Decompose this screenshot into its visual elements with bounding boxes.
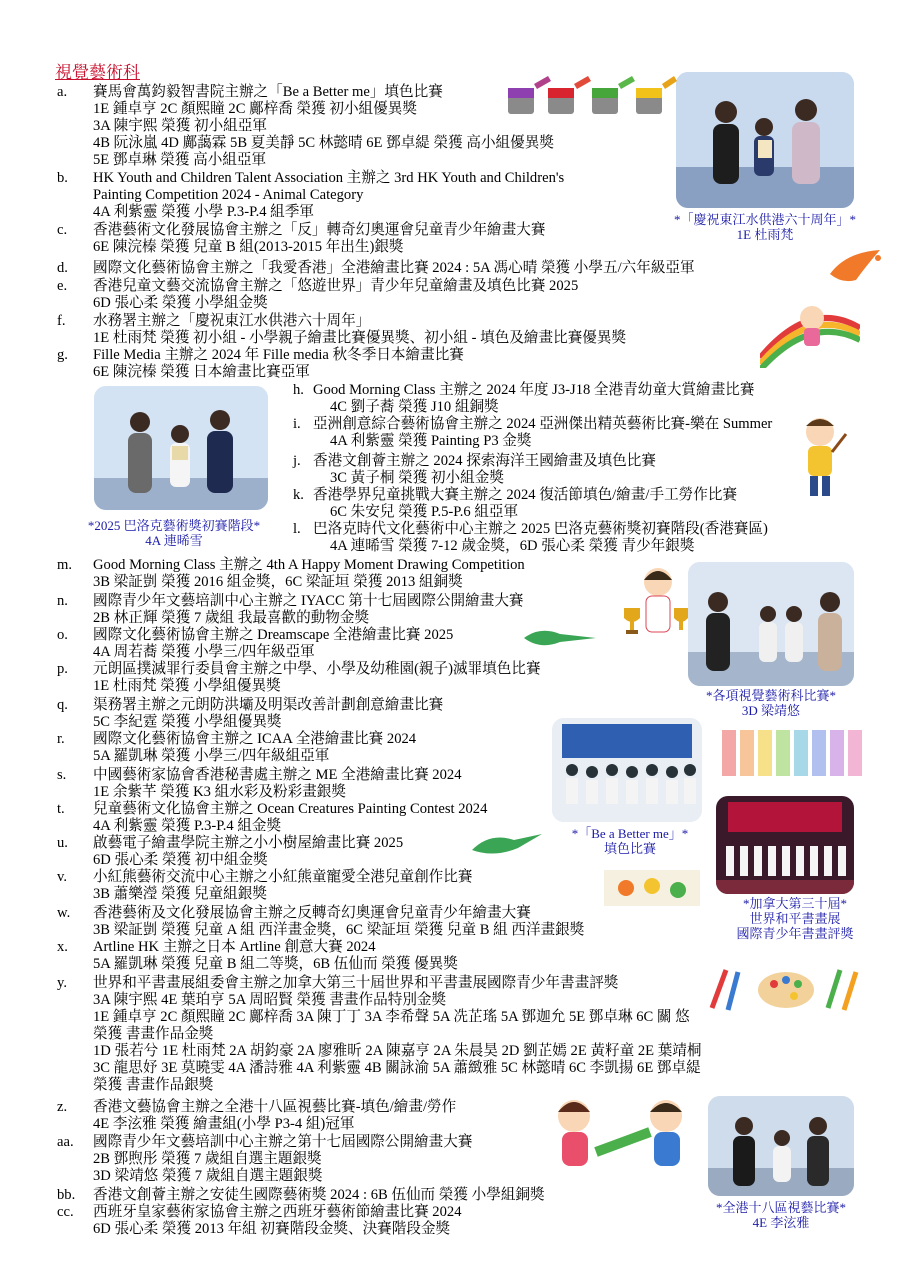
item-label: o.: [57, 627, 68, 643]
item-label: bb.: [57, 1187, 76, 1203]
photo-visual-arts-image: [688, 562, 854, 686]
award-detail: 1E 余紫芊 榮獲 K3 組水彩及粉彩畫銀獎: [93, 784, 346, 800]
photo-world-peace: [716, 796, 854, 894]
palette-brushes-icon: [708, 964, 860, 1014]
award-detail: 榮獲 書畫作品銀獎: [93, 1077, 214, 1093]
paint-handprints-icon: [604, 870, 700, 906]
item-label: e.: [57, 278, 68, 294]
award-title: 香港文創薈主辦之安徒生國際藝術獎 2024 : 6B 伍仙而 榮獲 小學組銅獎: [93, 1187, 545, 1203]
award-detail: 6D 張心柔 榮獲 2013 年組 初賽階段金獎、決賽階段金獎: [93, 1221, 451, 1237]
item-label: r.: [57, 731, 65, 747]
award-title: 元朗區撲滅罪行委員會主辦之中學、小學及幼稚園(親子)滅罪填色比賽: [93, 661, 541, 677]
award-title: 渠務署主辦之元朗防洪壩及明渠改善計劃創意繪畫比賽: [93, 697, 444, 713]
girl-with-trophy-icon: [620, 560, 690, 652]
award-title: 香港文創薈主辦之 2024 探索海洋王國繪畫及填色比賽: [313, 453, 656, 469]
award-title: 國際青少年文藝培訓中心主辦之第十七屆國際公開繪畫大賽: [93, 1134, 473, 1150]
caption-18-districts: [696, 1200, 866, 1230]
item-label: t.: [57, 801, 65, 817]
award-title: 香港藝術及文化發展協會主辦之反轉奇幻奧運會兒童青少年繪畫大賽: [93, 905, 531, 921]
item-label: s.: [57, 767, 67, 783]
caption-line: *全港十八區視藝比賽*: [715, 1200, 846, 1215]
caption-line: *「慶祝東江水供港六十周年」*: [673, 212, 856, 227]
photo-baroque-award: [94, 386, 268, 510]
item-label: x.: [57, 939, 68, 955]
award-title: 國際文化藝術協會主辦之 Dreamscape 全港繪畫比賽 2025: [93, 627, 454, 643]
caption-line: 3D 梁靖悠: [741, 703, 801, 718]
award-detail: 2B 林正輝 榮獲 7 歲組 我最喜歡的動物金獎: [93, 610, 370, 626]
photo-18-districts-image: [708, 1096, 854, 1196]
award-title: 水務署主辦之「慶祝東江水供港六十周年」: [93, 313, 371, 329]
award-title: 賽馬會萬鈞毅智書院主辦之「Be a Better me」填色比賽: [93, 84, 443, 100]
award-detail: 4A 利紫靈 榮獲 小學 P.3-P.4 組季軍: [93, 204, 314, 220]
caption-dongjiang: [646, 212, 884, 242]
award-title: 小紅熊藝術交流中心主辦之小紅熊童寵愛全港兒童創作比賽: [93, 869, 473, 885]
award-title: Good Morning Class 主辦之 4th A Happy Moment Drawing Competition: [93, 557, 525, 573]
award-detail: 1E 鍾卓亨 2C 顏熙瞳 2C 鄺梓喬 3A 陳丁丁 3A 李希聲 5A 冼芷瑤 5A 鄧迦允 5E 鄧卓琳 6C 關 悠: [93, 1009, 690, 1025]
award-detail: 5E 鄧卓琳 榮獲 高小組亞軍: [93, 152, 267, 168]
award-detail: 4A 周若蕎 榮獲 小學三/四年級亞軍: [93, 644, 315, 660]
item-label: u.: [57, 835, 68, 851]
caption-line: *2025 巴洛克藝術獎初賽階段*: [87, 518, 261, 533]
award-title: 香港學界兒童挑戰大賽主辦之 2024 復活節填色/繪畫/手工勞作比賽: [313, 487, 738, 503]
award-title: 國際文化藝術協會主辦之 ICAA 全港繪畫比賽 2024: [93, 731, 417, 747]
caption-line: 國際青少年書畫評獎: [736, 926, 854, 941]
award-detail: 1E 杜雨梵 榮獲 初小組 - 小學親子繪畫比賽優異獎、初小組 - 填色及繪畫比賽優異獎: [93, 330, 627, 346]
award-title: 啟藝電子繪畫學院主辦之小小樹屋繪畫比賽 2025: [93, 835, 404, 851]
award-title: 西班牙皇家藝術家協會主辦之西班牙藝術節繪畫比賽 2024: [93, 1204, 462, 1220]
award-title: 國際青少年文藝培訓中心主辦之 IYACC 第十七屆國際公開繪畫大賽: [93, 593, 524, 609]
item-label: b.: [57, 170, 68, 186]
item-label: h.: [293, 382, 304, 398]
award-title: 兒童藝術文化協會主辦之 Ocean Creatures Painting Contest 2024: [93, 801, 488, 817]
award-detail: 4A 利紫靈 榮獲 Painting P3 金獎: [330, 433, 532, 449]
award-detail: 3B 梁証剴 榮獲 兒童 A 組 西洋畫金獎，6C 梁証垣 榮獲 兒童 B 組 西洋畫銀獎: [93, 922, 585, 938]
award-detail: 6E 陳浣榛 榮獲 日本繪畫比賽亞軍: [93, 364, 310, 380]
award-detail: 5A 羅凱琳 榮獲 小學三/四年級組亞軍: [93, 748, 330, 764]
award-title: 世界和平書畫展組委會主辦之加拿大第三十屆世界和平書畫展國際青少年書畫評獎: [93, 975, 619, 991]
award-detail: 6C 朱安兒 榮獲 P.5-P.6 組亞軍: [330, 504, 519, 520]
award-title: HK Youth and Children Talent Association 主辦之 3rd HK Youth and Children's: [93, 170, 565, 186]
award-title: 香港文藝協會主辦之全港十八區視藝比賽-填色/繪畫/勞作: [93, 1099, 457, 1115]
award-detail: 3C 龍思妤 3E 莫曉雯 4A 潘詩雅 4A 利紫靈 4B 關詠渝 5A 蕭緻雅 5C 林懿晴 6C 李凱揚 6E 鄧卓緹: [93, 1060, 701, 1076]
caption-baroque: [64, 518, 284, 548]
caption-line: 4A 連晞雪: [145, 533, 203, 548]
paint-cans-icon: [500, 74, 678, 120]
award-title: 亞洲創意綜合藝術協會主辦之 2024 亞洲傑出精英藝術比賽-樂在 Summer: [313, 416, 773, 432]
award-detail: 4A 利紫靈 榮獲 P.3-P.4 組金獎: [93, 818, 282, 834]
colored-pencils-icon: [720, 724, 864, 784]
award-detail: 4C 劉子蕎 榮獲 J10 組銅獎: [330, 399, 499, 415]
award-detail: 6D 張心柔 榮獲 初中組金獎: [93, 852, 268, 868]
caption-line: *加拿大第三十屆*: [742, 896, 847, 911]
award-detail: 2B 鄧煦彤 榮獲 7 歲組自選主題銀獎: [93, 1151, 322, 1167]
award-title: 香港藝術文化發展協會主辦之「反」轉奇幻奧運會兒童青少年繪畫大賽: [93, 222, 546, 238]
award-detail: 5A 羅凱琳 榮獲 兒童 B 組二等獎，6B 伍仙而 榮獲 優異獎: [93, 956, 458, 972]
caption-line: *各項視覺藝術科比賽*: [705, 688, 836, 703]
award-title: 巴洛克時代文化藝術中心主辦之 2025 巴洛克藝術獎初賽階段(香港賽區): [313, 521, 768, 537]
item-label: n.: [57, 593, 68, 609]
caption-line: 世界和平書畫展: [749, 911, 841, 926]
item-label: g.: [57, 347, 68, 363]
award-detail: 榮獲 書畫作品金獎: [93, 1026, 214, 1042]
photo-world-peace-image: [716, 796, 854, 894]
item-label: z.: [57, 1099, 68, 1115]
award-detail: Painting Competition 2024 - Animal Category: [93, 187, 364, 203]
item-label: f.: [57, 313, 66, 329]
award-detail: 1D 張若兮 1E 杜雨梵 2A 胡鈞豪 2A 廖雅昕 2A 陳嘉亨 2A 朱晨昊 2D 劉芷嫣 2E 黃籽童 2E 葉靖桐: [93, 1043, 702, 1059]
award-detail: 6E 陳浣榛 榮獲 兒童 B 組(2013-2015 年出生)銀獎: [93, 239, 404, 255]
item-label: v.: [57, 869, 67, 885]
award-title: Good Morning Class 主辦之 2024 年度 J3-J18 全港青幼童大賞繪畫比賽: [313, 382, 755, 398]
item-label: cc.: [57, 1204, 74, 1220]
award-detail: 3A 陳宇熙 榮獲 初小組亞軍: [93, 118, 267, 134]
section-heading: 視覺藝術科: [55, 63, 140, 82]
award-detail: 4A 連晞雪 榮獲 7-12 歲金獎，6D 張心柔 榮獲 青少年銀獎: [330, 538, 695, 554]
award-detail: 6D 張心柔 榮獲 小學組金獎: [93, 295, 268, 311]
caption-be-a-better-me: [548, 826, 712, 856]
green-brush-icon: [470, 828, 546, 858]
item-label: y.: [57, 975, 67, 991]
award-detail: 4B 阮泳嵐 4D 鄺藹霖 5B 夏美靜 5C 林懿晴 6E 鄧卓緹 榮獲 高小組優異獎: [93, 135, 554, 151]
award-detail: 1E 杜雨梵 榮獲 小學組優異獎: [93, 678, 281, 694]
item-label: l.: [293, 521, 301, 537]
child-on-rainbow-icon: [760, 288, 860, 368]
caption-line: 4E 李泫雅: [752, 1215, 810, 1230]
item-label: k.: [293, 487, 304, 503]
award-title: 國際文化藝術協會主辦之「我愛香港」全港繪畫比賽 2024 : 5A 馮心晴 榮獲 小學五/六年級亞軍: [93, 260, 695, 276]
award-detail: 3C 黃子桐 榮獲 初小組金獎: [330, 470, 504, 486]
item-label: j.: [293, 453, 301, 469]
photo-be-a-better-me-image: [552, 718, 702, 822]
kids-painting-icon: [540, 1092, 700, 1182]
photo-18-districts: [708, 1096, 854, 1196]
boy-with-brush-icon: [792, 412, 848, 502]
item-label: p.: [57, 661, 68, 677]
green-brush-icon: [520, 624, 600, 652]
photo-be-a-better-me: [552, 718, 702, 822]
photo-dongjiang-water-image: [676, 72, 854, 208]
item-label: aa.: [57, 1134, 74, 1150]
award-title: 香港兒童文藝交流協會主辦之「悠遊世界」青少年兒童繪畫及填色比賽 2025: [93, 278, 579, 294]
caption-line: 填色比賽: [603, 841, 656, 856]
item-label: d.: [57, 260, 68, 276]
award-detail: 4E 李泫雅 榮獲 繪畫組(小學 P3-4 組)冠軍: [93, 1116, 355, 1132]
caption-line: *「Be a Better me」*: [571, 826, 689, 841]
award-detail: 3D 梁靖悠 榮獲 7 歲組自選主題銀獎: [93, 1168, 323, 1184]
award-detail: 3B 蕭樂瀅 榮獲 兒童組銀獎: [93, 886, 267, 902]
caption-visual-arts: [680, 688, 862, 718]
award-title: Fille Media 主辦之 2024 年 Fille media 秋冬季日本繪畫比賽: [93, 347, 464, 363]
award-detail: 1E 鍾卓亨 2C 顏熙瞳 2C 鄺梓喬 榮獲 初小組優異獎: [93, 101, 417, 117]
caption-line: 1E 杜雨梵: [736, 227, 794, 242]
photo-visual-arts: [688, 562, 854, 686]
item-label: w.: [57, 905, 71, 921]
award-title: Artline HK 主辦之日本 Artline 創意大賽 2024: [93, 939, 376, 955]
item-label: a.: [57, 84, 68, 100]
award-title: 中國藝術家協會香港秘書處主辦之 ME 全港繪畫比賽 2024: [93, 767, 462, 783]
award-detail: 3A 陳宇熙 4E 葉珀亨 5A 周昭賢 榮獲 書畫作品特別金獎: [93, 992, 447, 1008]
item-label: i.: [293, 416, 301, 432]
paint-splash-icon: [826, 246, 886, 286]
award-detail: 5C 李紀霆 榮獲 小學組優異獎: [93, 714, 282, 730]
item-label: m.: [57, 557, 72, 573]
item-label: c.: [57, 222, 68, 238]
item-label: q.: [57, 697, 68, 713]
photo-baroque-award-image: [94, 386, 268, 510]
award-detail: 3B 梁証剴 榮獲 2016 組金獎，6C 梁証垣 榮獲 2013 組銅獎: [93, 574, 463, 590]
caption-world-peace: [716, 896, 874, 941]
photo-dongjiang-water: [676, 72, 854, 208]
